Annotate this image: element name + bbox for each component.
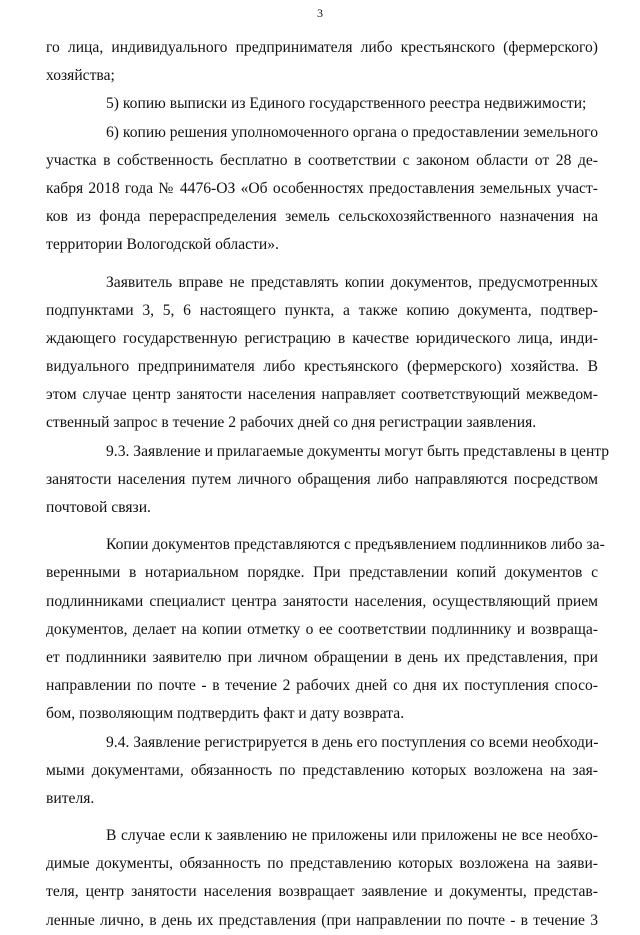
paragraph-line: Копии документов представляются с предъявлением подлинников либо за- [106, 536, 605, 554]
paragraph-line: мыми документами, обязанность по представлению которых возложена на зая- [46, 761, 598, 779]
paragraph-line: ственный запрос в течение 2 рабочих дней со дня регистрации заявления. [46, 414, 537, 432]
paragraph-line: направлении по почте - в течение 2 рабочих дней со дня их поступления спосо- [46, 677, 598, 695]
paragraph-line: почтовой связи. [46, 499, 151, 516]
paragraph-line: теля, центр занятости населения возвращает заявление и документы, представ- [46, 883, 598, 901]
page-number: 3 [317, 6, 323, 20]
paragraph-line: Заявитель вправе не представлять копии документов, предусмотренных [106, 273, 598, 291]
paragraph-line: 9.4. Заявление регистрируется в день его поступления со всеми необходи- [106, 733, 599, 751]
paragraph-line: занятости населения путем личного обращения либо направляются посредством [46, 470, 598, 488]
paragraph-line: этом случае центр занятости населения направляет соответствующий межведом- [46, 386, 598, 404]
paragraph-line: 9.3. Заявление и прилагаемые документы могут быть представлены в центр [106, 442, 610, 460]
paragraph-line: ет подлинники заявителю при личном обращении в день их представления, при [46, 648, 598, 666]
paragraph-line: димые документы, обязанность по представлению которых возложена на заяви- [46, 855, 598, 873]
paragraph-gap [46, 260, 598, 269]
paragraph-gap [46, 522, 598, 531]
paragraph-line: ков из фонда перераспределения земель сельскохозяйственного назначения на [46, 208, 598, 226]
paragraph-line: территории Вологодской области». [46, 236, 279, 254]
paragraph-line: бом, позволяющим подтвердить факт и дату возврата. [46, 705, 405, 723]
paragraph-line: веренными в нотариальном порядке. При представлении копий документов с [46, 564, 598, 582]
paragraph-line: подпунктами 3, 5, 6 настоящего пункта, а также копию документа, подтвер- [46, 301, 598, 319]
paragraph-line: ждающего государственную регистрацию в качестве юридического лица, инди- [46, 329, 598, 347]
paragraph-line: го лица, индивидуального предпринимателя либо крестьянского (фермерского) [46, 39, 598, 56]
paragraph-line: хозяйства; [46, 67, 115, 85]
paragraph-line: В случае если к заявлению не приложены или приложены не все необхо- [106, 827, 598, 845]
paragraph-line: документов, делает на копии отметку о ее соответствии подлиннику и возвраща- [46, 620, 598, 638]
paragraph-line: 5) копию выписки из Единого государственного реестра недвижимости; [106, 95, 587, 113]
paragraph-line: подлинниками специалист центра занятости населения, осуществляющий прием [46, 592, 598, 610]
paragraph-gap [46, 813, 598, 822]
document-body [46, 34, 610, 935]
paragraph-line: видуального предпринимателя либо крестьянского (фермерского) хозяйства. В [46, 358, 598, 376]
paragraph-line: кабря 2018 года № 4476-ОЗ «Об особенностях предоставления земельных участ- [46, 179, 598, 197]
paragraph-line: 6) копию решения уполномоченного органа о предоставлении земельного [106, 123, 598, 141]
paragraph-line: участка в собственность бесплатно в соответствии с законом области от 28 де- [46, 151, 598, 169]
paragraph-line: ленные лично, в день их представления (при направлении по почте - в течение 3 [46, 911, 598, 929]
paragraph-line: вителя. [46, 789, 95, 807]
